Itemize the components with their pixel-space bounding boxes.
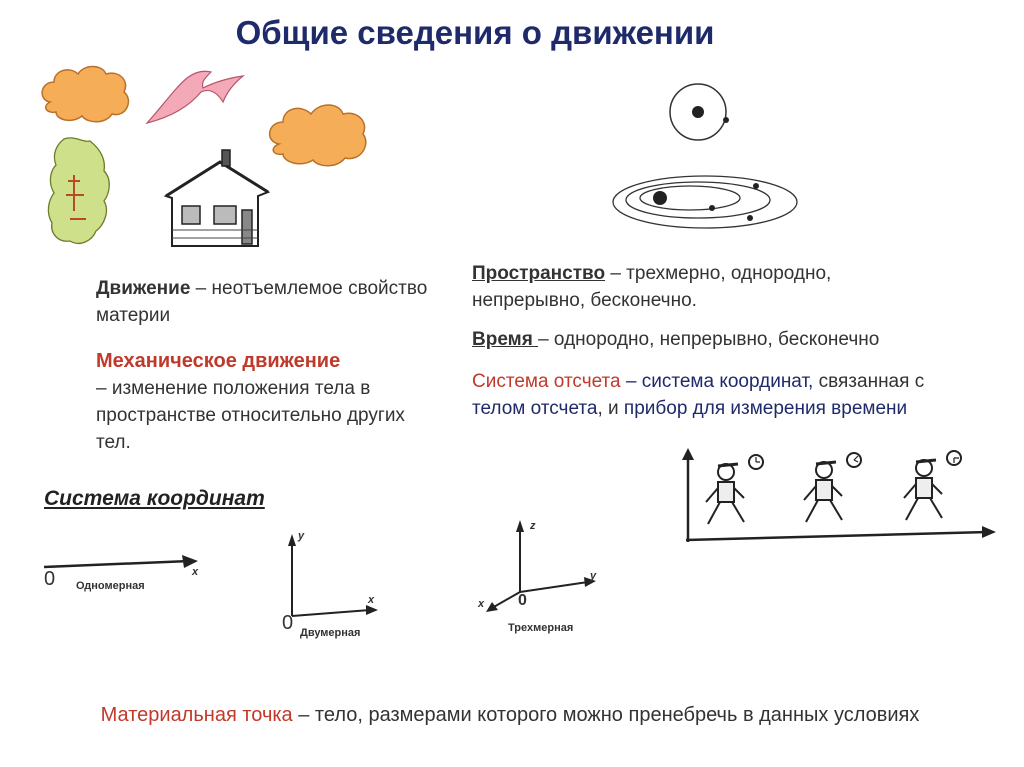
axis-2d-x: x bbox=[368, 594, 375, 606]
coord-system-heading: Система координат bbox=[44, 487, 265, 510]
axis-1d-origin: 0 bbox=[44, 568, 56, 590]
reference-frame-illustration bbox=[678, 446, 998, 546]
mechanical-text: – изменение положения тела в пространстве относительно других тел. bbox=[96, 378, 405, 453]
material-point-term: Материальная точка bbox=[100, 704, 293, 726]
axis-2d-label: Двумерная bbox=[300, 627, 361, 639]
reference-coords: система координат, bbox=[641, 371, 814, 392]
motion-text: – неотъемлемое свойство материи bbox=[96, 278, 428, 326]
reference-device: прибор для измерения времени bbox=[623, 398, 908, 419]
axis-3d-x: x bbox=[478, 598, 485, 610]
mechanical-definition bbox=[96, 348, 436, 456]
material-point-definition bbox=[60, 700, 960, 730]
space-text: – трехмерно, однородно, непрерывно, бесконечно. bbox=[472, 263, 832, 311]
reference-definition bbox=[472, 368, 932, 422]
reference-and: , и bbox=[597, 398, 624, 419]
mechanical-term: Механическое движение bbox=[96, 350, 341, 372]
axis-1d-x: x bbox=[192, 566, 199, 578]
bird-illustration bbox=[145, 68, 245, 128]
time-text: – однородно, непрерывно, бесконечно bbox=[538, 329, 880, 350]
cloud-right-illustration bbox=[265, 100, 370, 170]
reference-term: Система отсчета bbox=[472, 371, 621, 392]
motion-definition bbox=[96, 275, 436, 329]
map-illustration bbox=[44, 135, 119, 250]
time-term: Время bbox=[472, 329, 539, 350]
house-illustration bbox=[158, 148, 273, 253]
axis-2d-y: y bbox=[298, 530, 305, 542]
axis-3d-origin: 0 bbox=[518, 592, 527, 609]
axis-1d-label: Одномерная bbox=[76, 580, 145, 592]
axis-1d bbox=[44, 555, 204, 575]
cloud-left-illustration bbox=[38, 62, 133, 127]
motion-term: Движение bbox=[96, 278, 191, 299]
axis-2d-origin: 0 bbox=[282, 612, 294, 634]
axis-3d-z: z bbox=[530, 520, 536, 532]
axis-2d bbox=[284, 532, 384, 622]
space-term: Пространство bbox=[472, 263, 606, 284]
reference-dash: – bbox=[620, 371, 642, 392]
reference-linked: связанная с bbox=[813, 371, 925, 392]
axis-3d-y: y bbox=[590, 570, 597, 582]
space-definition bbox=[472, 260, 932, 314]
solar-system-illustration bbox=[610, 172, 800, 232]
reference-body: телом отсчета bbox=[472, 398, 598, 419]
page-title: Общие сведения о движении bbox=[235, 14, 715, 51]
walker-3 bbox=[904, 451, 961, 520]
time-definition bbox=[472, 326, 992, 353]
material-point-text: – тело, размерами которого можно пренебречь в данных условиях bbox=[292, 704, 920, 726]
walker-1 bbox=[706, 455, 763, 524]
walker-2 bbox=[804, 453, 861, 522]
axis-3d-label: Трехмерная bbox=[508, 622, 574, 634]
atom-illustration bbox=[662, 78, 742, 148]
axis-3d bbox=[484, 518, 604, 618]
